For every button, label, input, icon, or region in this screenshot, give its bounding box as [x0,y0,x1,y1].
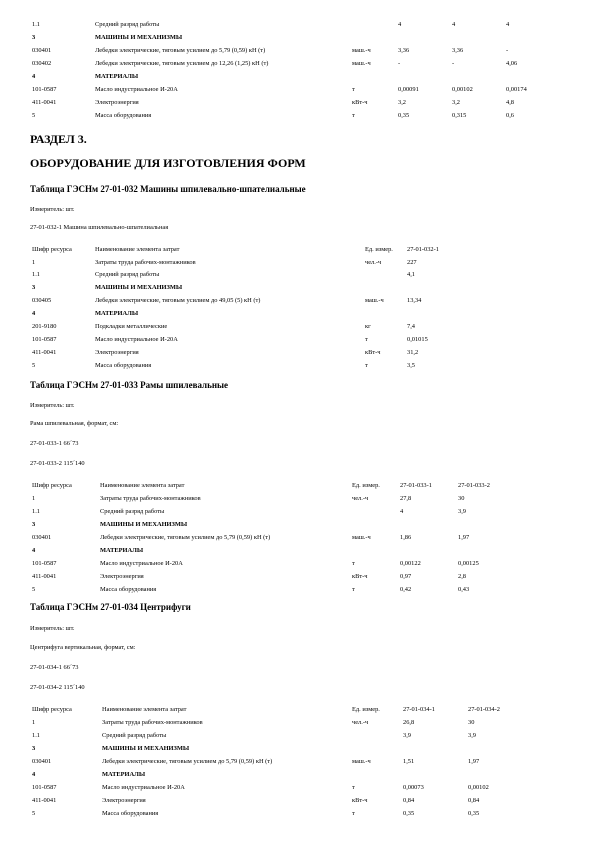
unit: т [352,586,355,593]
cost-element: Масса оборудования [102,810,159,817]
table-row [0,308,595,319]
resource-code: 3 [32,34,36,41]
table-row [0,756,595,767]
cost-element: Средний разряд работы [95,21,160,28]
value-1: - [398,60,401,67]
table-title: Таблица ГЭСНм 27-01-033 Рамы шпилевальные [30,380,229,390]
item-code: 27-01-034-2 115´140 [30,684,85,691]
resource-code: 1.1 [32,732,40,739]
value-1: 3,2 [398,99,406,106]
cost-element: Электроэнергия [95,99,139,106]
unit: маш.-ч [352,47,371,54]
header-col-1: 27-01-033-1 [400,482,432,489]
section-subtitle: ОБОРУДОВАНИЕ ДЛЯ ИЗГОТОВЛЕНИЯ ФОРМ [30,156,306,170]
table-row [0,571,595,582]
unit: кВт-ч [352,797,368,804]
value-1: 4 [400,508,404,515]
value-2: 3,9 [468,732,476,739]
measure-unit: Измеритель: шт. [30,206,75,213]
item-description: Рама шпилевальная, формат, см: [30,420,119,427]
resource-code: 411-0041 [32,349,57,356]
header-code: Шифр ресурса [32,246,72,253]
value-1: 227 [407,259,417,266]
table-row [0,558,595,569]
cost-element: Затраты труда рабочих-монтажников [102,719,203,726]
table-row [0,743,595,754]
value-3: 4 [506,21,510,28]
cost-element: МАШИНЫ И МЕХАНИЗМЫ [102,745,190,752]
resource-code: 4 [32,547,36,554]
value-2: 0,43 [458,586,470,593]
header-code: Шифр ресурса [32,706,72,713]
value-3: - [506,47,509,54]
value-1: 3,5 [407,362,415,369]
value-2: 3,2 [452,99,460,106]
value-1: 0,35 [403,810,415,817]
cost-element: Средний разряд работы [95,271,160,278]
header-unit: Ед. измер. [365,246,393,253]
table-row [0,321,595,332]
resource-code: 1.1 [32,21,40,28]
cost-element: Масса оборудования [95,112,152,119]
resource-code: 4 [32,73,36,80]
resource-code: 5 [32,810,36,817]
unit: т [352,784,355,791]
value-1: 31,2 [407,349,419,356]
resource-code: 3 [32,284,36,291]
resource-code: 4 [32,310,36,317]
table-row [0,584,595,595]
value-2: 3,9 [458,508,466,515]
value-3: 4,06 [506,60,518,67]
cost-element: Масло индустриальное И-20А [102,784,185,791]
item-description: Центрифуга вертикальная, формат, см: [30,644,136,651]
resource-code: 1 [32,259,36,266]
table-row [0,782,595,793]
item-code: 27-01-033-1 66´73 [30,440,79,447]
value-2: 0,84 [468,797,480,804]
header-col-1: 27-01-034-1 [403,706,435,713]
unit: кВт-ч [352,99,368,106]
cost-element: Лебедки электрические, тяговым усилием до 5,79 (0,59) кН (т) [95,47,266,54]
unit: маш.-ч [352,60,371,67]
table-header [0,244,595,255]
value-2: 0,35 [468,810,480,817]
resource-code: 030405 [32,297,52,304]
resource-code: 030401 [32,758,52,765]
cost-element: Лебедки электрические, тяговым усилием до 5,79 (0,59) кН (т) [102,758,273,765]
resource-code: 030401 [32,534,52,541]
value-2: 1,97 [458,534,470,541]
table-row [0,769,595,780]
table-row [0,717,595,728]
unit: т [365,336,368,343]
unit: кВт-ч [352,573,368,580]
table-row [0,493,595,504]
cost-element: МАШИНЫ И МЕХАНИЗМЫ [95,34,183,41]
value-2: 0,00102 [468,784,489,791]
unit: чел.-ч [352,495,369,502]
resource-code: 1.1 [32,508,40,515]
header-name: Наименование элемента затрат [102,706,187,713]
value-1: 27,8 [400,495,412,502]
resource-code: 411-0041 [32,573,57,580]
table-row [0,84,595,95]
value-1: 3,36 [398,47,410,54]
unit: маш.-ч [352,534,371,541]
resource-code: 030401 [32,47,52,54]
value-2: 0,315 [452,112,467,119]
value-2: 1,97 [468,758,480,765]
cost-element: Затраты труда рабочих-монтажников [100,495,201,502]
value-1: 26,8 [403,719,415,726]
resource-code: 101-0587 [32,560,57,567]
table-row [0,360,595,371]
cost-element: Лебедки электрические, тяговым усилием до 49,05 (5) кН (т) [95,297,261,304]
header-col-1: 27-01-032-1 [407,246,439,253]
table-row [0,97,595,108]
unit: чел.-ч [365,259,382,266]
value-2: 0,00102 [452,86,473,93]
value-3: 0,00174 [506,86,527,93]
value-1: 0,00122 [400,560,421,567]
resource-code: 3 [32,521,36,528]
resource-code: 101-0587 [32,86,57,93]
cost-element: МАТЕРИАЛЫ [95,310,139,317]
cost-element: Электроэнергия [100,573,144,580]
table-row [0,808,595,819]
cost-element: Средний разряд работы [100,508,165,515]
cost-element: Затраты труда рабочих-монтажников [95,259,196,266]
table-header [0,704,595,715]
resource-code: 101-0587 [32,336,57,343]
table-row [0,110,595,121]
value-2: 3,36 [452,47,464,54]
section-title: РАЗДЕЛ 3. [30,132,87,146]
header-col-2: 27-01-033-2 [458,482,490,489]
cost-element: Средний разряд работы [102,732,167,739]
table-row [0,282,595,293]
resource-code: 3 [32,745,36,752]
unit: т [352,86,355,93]
table-row [0,19,595,30]
cost-element: Масло индустриальное И-20А [95,86,178,93]
value-1: 7,4 [407,323,415,330]
resource-code: 5 [32,362,36,369]
value-2: 30 [468,719,475,726]
unit: чел.-ч [352,719,369,726]
table-row [0,730,595,741]
cost-element: Электроэнергия [95,349,139,356]
table-row [0,257,595,268]
cost-element: МАШИНЫ И МЕХАНИЗМЫ [95,284,183,291]
resource-code: 411-0041 [32,99,57,106]
value-2: 4 [452,21,456,28]
value-1: 0,00073 [403,784,424,791]
resource-code: 4 [32,771,36,778]
table-row [0,295,595,306]
value-1: 13,34 [407,297,422,304]
table-header [0,480,595,491]
value-1: 0,01015 [407,336,428,343]
value-3: 0,6 [506,112,514,119]
item-code: 27-01-034-1 66´73 [30,664,79,671]
table-row [0,519,595,530]
table-row [0,347,595,358]
table-row [0,532,595,543]
table-row [0,45,595,56]
header-name: Наименование элемента затрат [100,482,185,489]
value-1: 1,51 [403,758,415,765]
unit: кг [365,323,371,330]
value-1: 0,97 [400,573,412,580]
table-row [0,334,595,345]
value-1: 0,35 [398,112,410,119]
resource-code: 5 [32,586,36,593]
resource-code: 1.1 [32,271,40,278]
item-code: 27-01-032-1 Машина шпилевально-шпателиальная [30,224,169,231]
value-1: 1,86 [400,534,412,541]
measure-unit: Измеритель: шт. [30,402,75,409]
resource-code: 411-0041 [32,797,57,804]
header-unit: Ед. измер. [352,706,380,713]
table-row [0,32,595,43]
cost-element: Масло индустриальное И-20А [100,560,183,567]
value-3: 4,8 [506,99,514,106]
header-col-2: 27-01-034-2 [468,706,500,713]
table-row [0,269,595,280]
item-code: 27-01-033-2 115´140 [30,460,85,467]
value-2: - [452,60,455,67]
cost-element: Масло индустриальное И-20А [95,336,178,343]
cost-element: Масса оборудования [100,586,157,593]
cost-element: МАТЕРИАЛЫ [102,771,146,778]
unit: т [352,810,355,817]
cost-element: Электроэнергия [102,797,146,804]
value-1: 4,1 [407,271,415,278]
resource-code: 201-9180 [32,323,57,330]
resource-code: 5 [32,112,36,119]
resource-code: 1 [32,719,36,726]
table-row [0,506,595,517]
unit: маш.-ч [365,297,384,304]
value-2: 0,00125 [458,560,479,567]
value-1: 4 [398,21,402,28]
value-1: 3,9 [403,732,411,739]
value-2: 2,8 [458,573,466,580]
value-1: 0,42 [400,586,412,593]
table-row [0,545,595,556]
unit: маш.-ч [352,758,371,765]
resource-code: 030402 [32,60,52,67]
unit: т [365,362,368,369]
cost-element: Масса оборудования [95,362,152,369]
unit: кВт-ч [365,349,381,356]
cost-element: МАШИНЫ И МЕХАНИЗМЫ [100,521,188,528]
table-title: Таблица ГЭСНм 27-01-032 Машины шпилевально-шпателиальные [30,184,306,194]
resource-code: 101-0587 [32,784,57,791]
header-name: Наименование элемента затрат [95,246,180,253]
cost-element: Лебедки электрические, тяговым усилием до 5,79 (0,59) кН (т) [100,534,271,541]
value-2: 30 [458,495,465,502]
unit: т [352,112,355,119]
unit: т [352,560,355,567]
table-row [0,795,595,806]
cost-element: МАТЕРИАЛЫ [95,73,139,80]
cost-element: Подкладки металлические [95,323,168,330]
table-row [0,58,595,69]
measure-unit: Измеритель: шт. [30,625,75,632]
cost-element: Лебедки электрические, тяговым усилием до 12,26 (1,25) кН (т) [95,60,269,67]
value-1: 0,00091 [398,86,419,93]
table-title: Таблица ГЭСНм 27-01-034 Центрифуги [30,602,191,612]
header-unit: Ед. измер. [352,482,380,489]
resource-code: 1 [32,495,36,502]
cost-element: МАТЕРИАЛЫ [100,547,144,554]
value-1: 0,84 [403,797,415,804]
header-code: Шифр ресурса [32,482,72,489]
table-row [0,71,595,82]
